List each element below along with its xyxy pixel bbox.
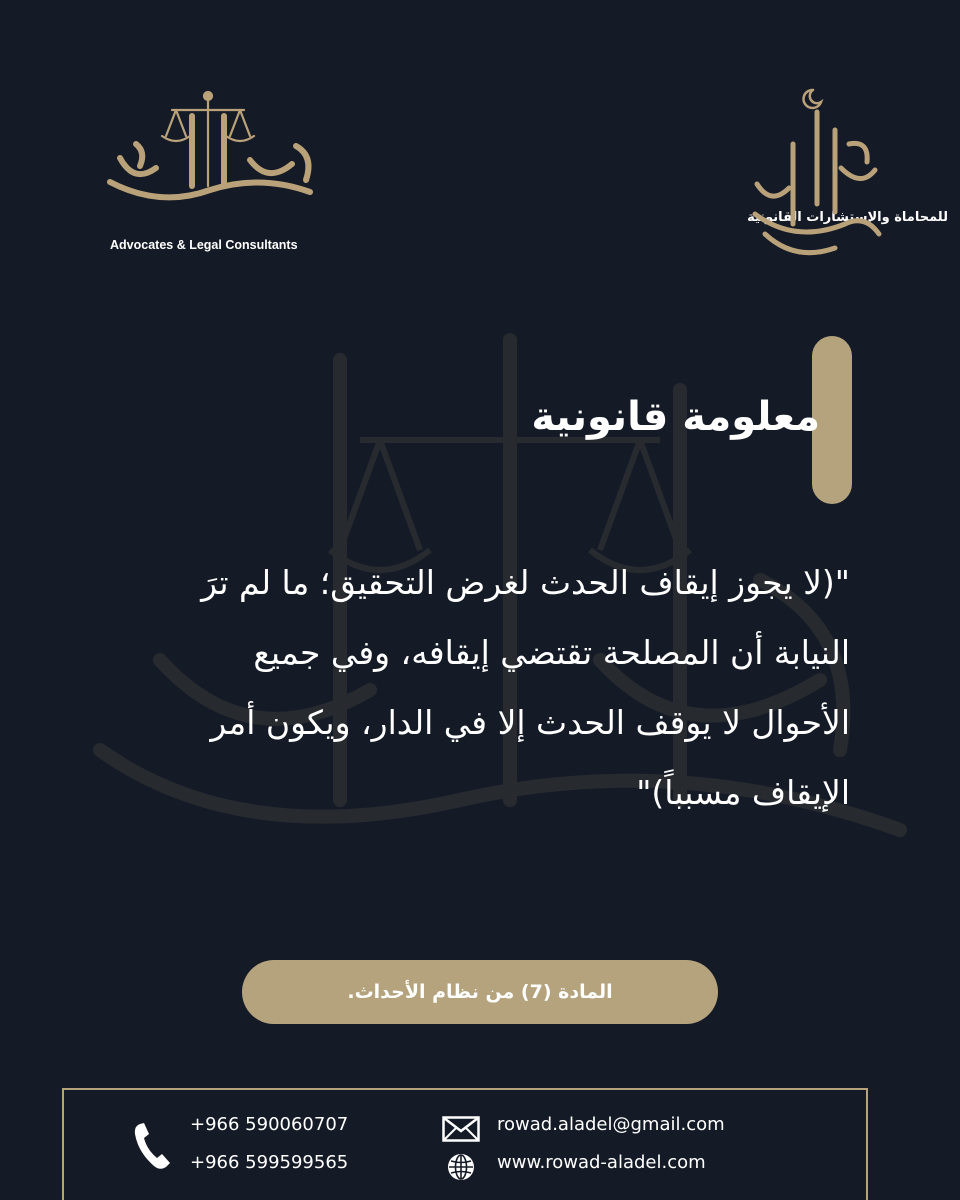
email-text: rowad.aladel@gmail.com <box>497 1114 725 1135</box>
brand-logo <box>100 86 320 256</box>
globe-icon <box>446 1152 476 1182</box>
phone-number-1[interactable] <box>190 1114 348 1135</box>
contact-box <box>62 1088 868 1200</box>
quote-line: الأحوال لا يوقف الحدث إلا في الدار، ويكون أمر <box>210 703 850 742</box>
quote-line: "(لا يجوز إيقاف الحدث لغرض التحقيق؛ ما لم ترَ <box>201 563 850 602</box>
quote-line: النيابة أن المصلحة تقتضي إيقافه، وفي جميع <box>253 633 850 672</box>
scales-of-justice-icon <box>100 86 320 216</box>
email-link[interactable] <box>497 1114 725 1135</box>
page-title: معلومة قانونية <box>531 394 820 440</box>
quote-line: الإيقاف مسبباً)" <box>636 773 850 812</box>
ramadan-greeting-calligraphy <box>745 84 885 264</box>
brand-tagline-en: Advocates & Legal Consultants <box>110 238 298 252</box>
ramadan-text: رمضان مبارك <box>815 174 821 175</box>
phone-number-2-text: +966 599599565 <box>190 1152 349 1173</box>
phone-number-2[interactable] <box>190 1152 348 1173</box>
legal-quote <box>110 548 850 828</box>
phone-number-1-text: +966 590060707 <box>190 1114 349 1135</box>
brand-tagline-ar: للمحاماة والإستشارات القانونية <box>747 210 948 225</box>
crescent-icon <box>804 90 821 108</box>
website-text: www.rowad-aladel.com <box>497 1152 706 1173</box>
mail-icon <box>442 1116 480 1142</box>
brand-name <box>100 172 320 192</box>
phone-icon <box>132 1120 174 1172</box>
source-text: المادة (7) من نظام الأحداث. <box>347 981 613 1003</box>
source-badge <box>242 960 718 1024</box>
website-link[interactable] <box>497 1152 706 1173</box>
